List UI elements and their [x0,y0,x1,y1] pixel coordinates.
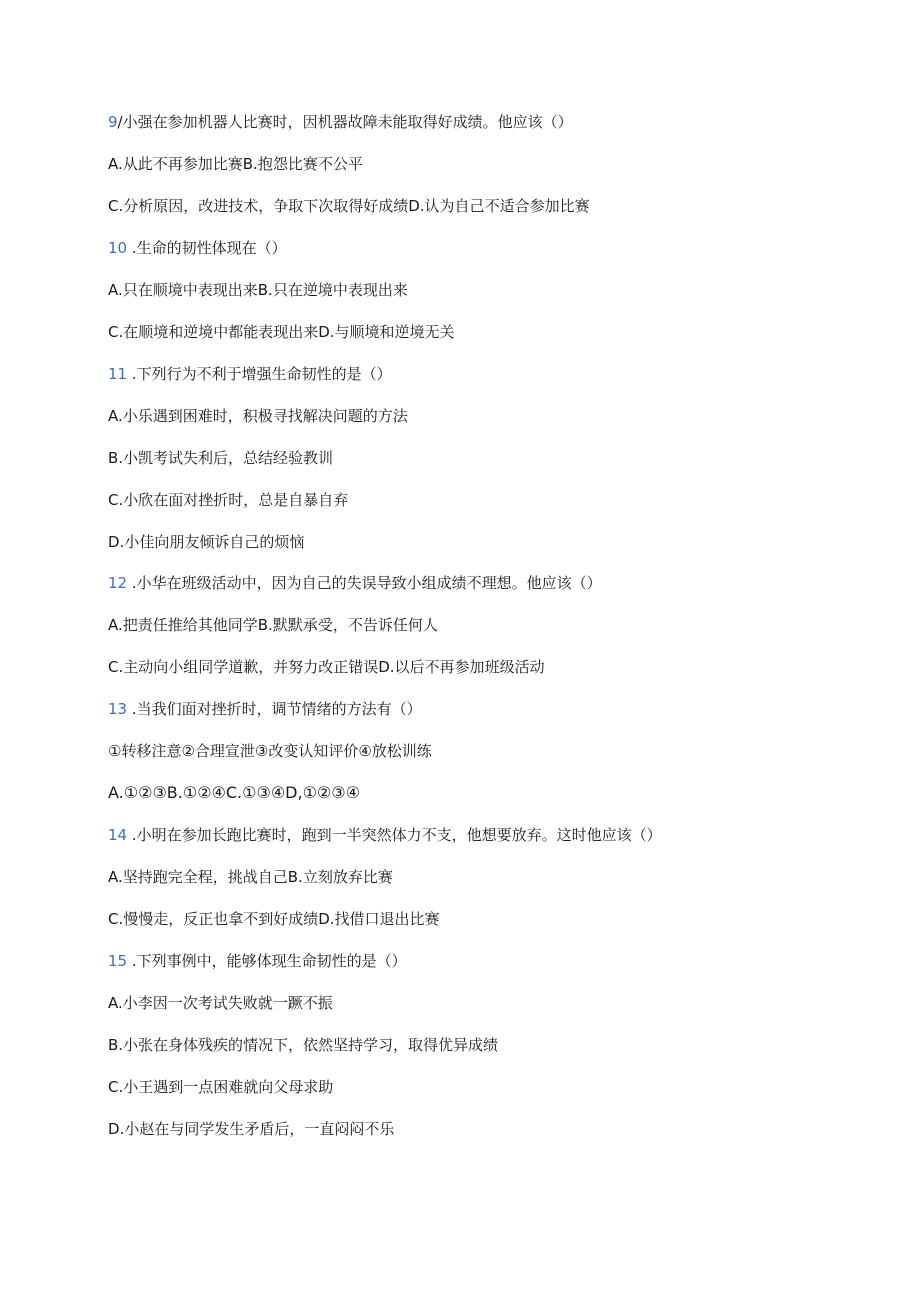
question-11-option-c: C.小欣在面对挫折时，总是自暴自弃 [108,491,349,509]
question-12-stem [108,571,602,595]
question-number: 13 [108,700,128,718]
question-15-stem [108,949,407,973]
question-number: 14 [108,826,128,844]
question-9-stem [108,110,573,134]
question-number: 9 [108,113,118,131]
question-10-option-line-1: A.只在顺境中表现出来B.只在逆境中表现出来 [108,281,408,299]
question-15-option-c: C.小王遇到一点困难就向父母求助 [108,1078,334,1096]
question-number: 11 [108,365,128,383]
question-text: .生命的韧性体现在（） [127,239,287,257]
question-text: .小华在班级活动中，因为自己的失误导致小组成绩不理想。他应该（） [127,574,602,592]
question-number: 12 [108,574,128,592]
question-12-option-line-2: C.主动向小组同学道歉，并努力改正错误D.以后不再参加班级活动 [108,658,545,676]
question-10-stem [108,236,287,260]
question-text: .下列行为不利于增强生命韧性的是（） [127,365,392,383]
question-14-option-line-1: A.坚持跑完全程，挑战自己B.立刻放弃比赛 [108,868,393,886]
question-14-stem [108,823,662,847]
question-9-option-line-2: C.分析原因，改进技术，争取下次取得好成绩D.认为自己不适合参加比赛 [108,197,590,215]
question-9-option-line-1: A.从此不再参加比赛B.抱怨比赛不公平 [108,155,363,173]
question-14-option-line-2: C.慢慢走，反正也拿不到好成绩D.找借口退出比赛 [108,910,440,928]
question-15-option-d: D.小赵在与同学发生矛盾后，一直闷闷不乐 [108,1120,395,1138]
question-15-option-b: B.小张在身体残疾的情况下，依然坚持学习，取得优异成绩 [108,1036,499,1054]
question-11-option-d: D.小佳向朋友倾诉自己的烦恼 [108,533,305,551]
question-text: .当我们面对挫折时，调节情绪的方法有（） [127,700,422,718]
question-13-statements: ①转移注意②合理宣泄③改变认知评价④放松训练 [108,742,432,760]
question-10-option-line-2: C.在顺境和逆境中都能表现出来D.与顺境和逆境无关 [108,323,455,341]
question-11-option-b: B.小凯考试失利后，总结经验教训 [108,449,334,467]
question-text: .小明在参加长跑比赛时，跑到一半突然体力不支，他想要放弃。这时他应该（） [127,826,662,844]
question-13-stem [108,697,422,721]
question-text: /小强在参加机器人比赛时，因机器故障未能取得好成绩。他应该（） [117,113,573,131]
question-text: .下列事例中，能够体现生命韧性的是（） [127,952,407,970]
question-11-option-a: A.小乐遇到困难时，积极寻找解决问题的方法 [108,407,408,425]
question-11-stem [108,362,392,386]
question-number: 10 [108,239,128,257]
question-12-option-line-1: A.把责任推给其他同学B.默默承受，不告诉任何人 [108,616,438,634]
question-13-options: A.①②③B.①②④C.①③④D,①②③④ [108,783,360,802]
question-number: 15 [108,952,128,970]
question-15-option-a: A.小李因一次考试失败就一蹶不振 [108,994,333,1012]
